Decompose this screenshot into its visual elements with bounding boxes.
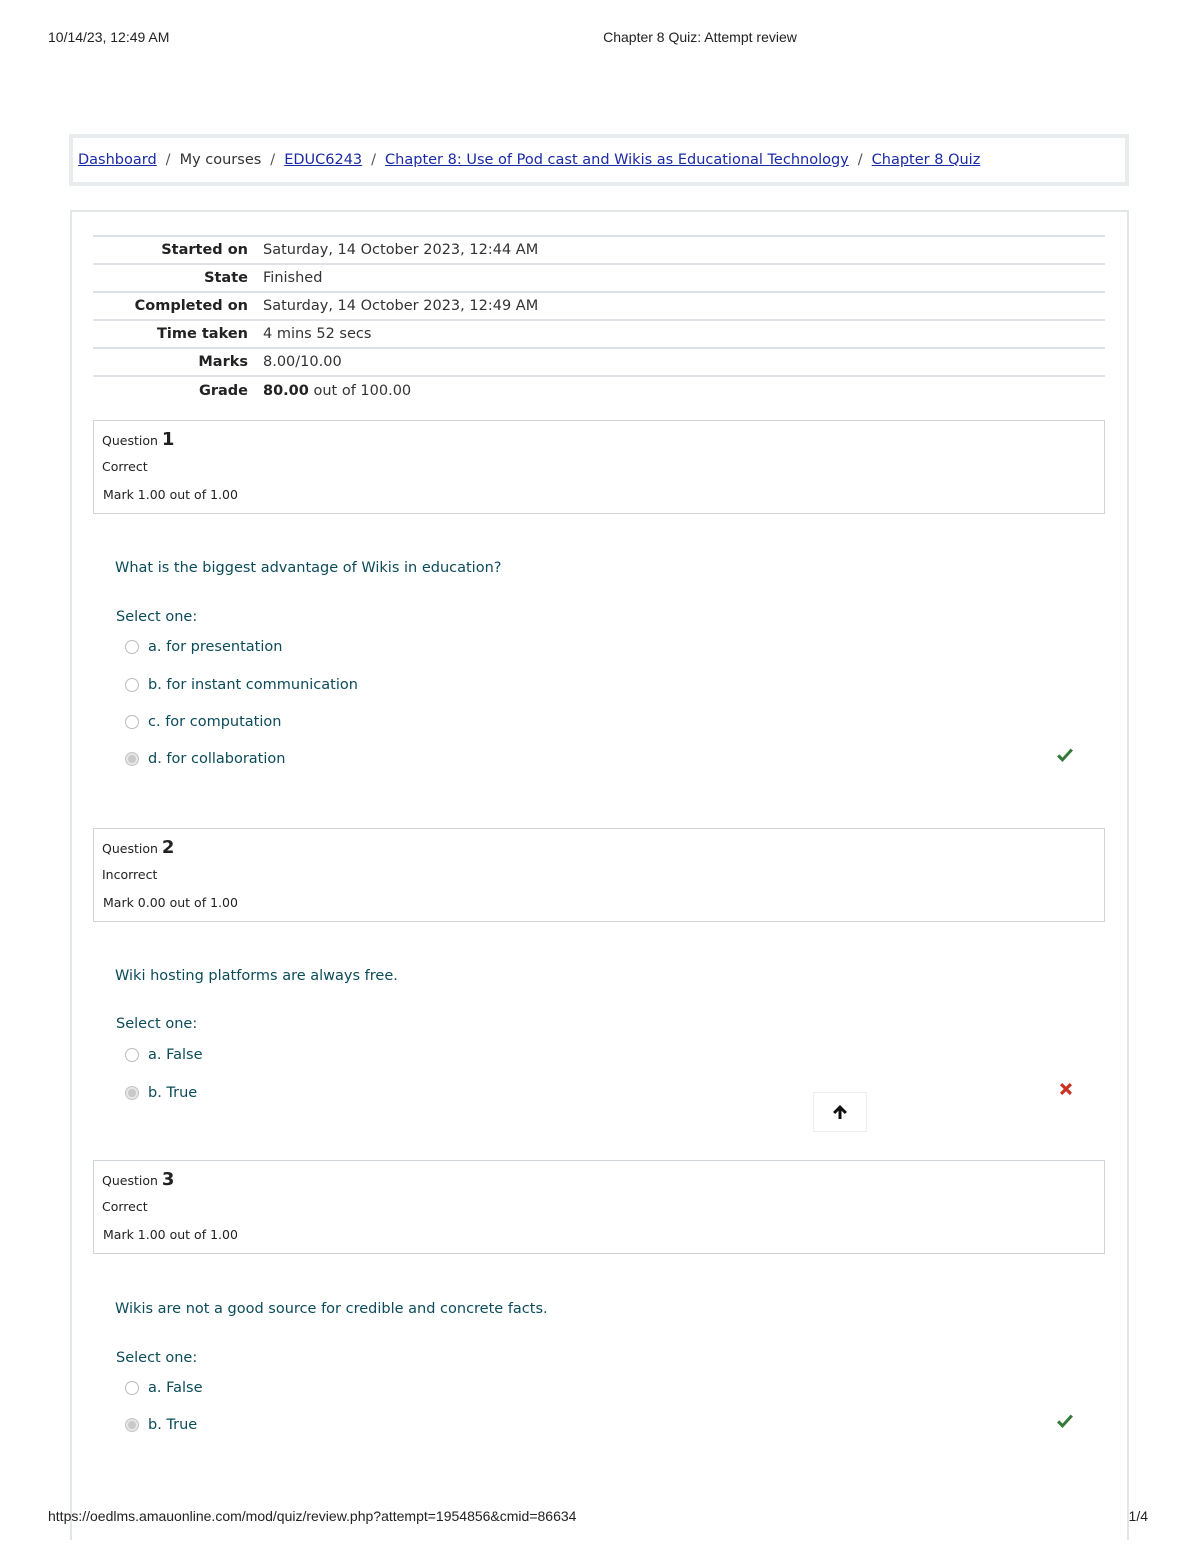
summary-label: Completed on xyxy=(134,298,248,314)
summary-value: Saturday, 14 October 2023, 12:49 AM xyxy=(263,298,539,314)
question-mark: Mark 1.00 out of 1.00 xyxy=(103,487,238,502)
answer-option[interactable]: c. for computation xyxy=(125,712,281,732)
breadcrumb-separator: / xyxy=(371,152,377,168)
radio-button-checked[interactable] xyxy=(125,1418,139,1432)
question-state: Correct xyxy=(102,1199,148,1214)
check-icon xyxy=(1055,1412,1075,1432)
summary-value: 4 mins 52 secs xyxy=(263,326,372,342)
question-number: Question 2 xyxy=(102,837,175,858)
summary-value: 8.00/10.00 xyxy=(263,354,342,370)
summary-label: State xyxy=(204,270,248,286)
breadcrumb xyxy=(78,152,980,168)
cross-icon xyxy=(1056,1079,1076,1099)
summary-label: Grade xyxy=(198,383,248,399)
radio-button[interactable] xyxy=(125,1381,139,1395)
summary-label: Time taken xyxy=(157,326,248,342)
question-number: Question 3 xyxy=(102,1169,175,1190)
radio-button-checked[interactable] xyxy=(125,752,139,766)
print-header xyxy=(0,29,1200,49)
answer-option-selected[interactable]: b. True xyxy=(125,1415,197,1435)
print-footer xyxy=(0,1508,1200,1528)
question-info-2 xyxy=(93,828,1105,922)
radio-button[interactable] xyxy=(125,715,139,729)
print-page-number: 1/4 xyxy=(1128,1508,1148,1524)
summary-value: Saturday, 14 October 2023, 12:44 AM xyxy=(263,242,539,258)
question-mark: Mark 0.00 out of 1.00 xyxy=(103,895,238,910)
answer-option[interactable]: a. False xyxy=(125,1045,203,1065)
question-info-1 xyxy=(93,420,1105,514)
summary-row-started xyxy=(93,237,1105,265)
breadcrumb-my-courses: My courses xyxy=(179,152,262,168)
select-one-prompt: Select one: xyxy=(116,1350,198,1366)
arrow-up-icon xyxy=(831,1103,849,1121)
summary-value xyxy=(248,383,411,399)
question-text-2: Wiki hosting platforms are always free. xyxy=(115,968,398,984)
summary-value: Finished xyxy=(263,270,323,286)
answer-option-selected[interactable]: b. True xyxy=(125,1083,197,1103)
grade-out-of: out of 100.00 xyxy=(308,383,412,399)
answer-option[interactable]: b. for instant communication xyxy=(125,675,358,695)
print-url: https://oedlms.amauonline.com/mod/quiz/review.php?attempt=1954856&cmid=86634 xyxy=(48,1508,577,1524)
breadcrumb-quiz[interactable]: Chapter 8 Quiz xyxy=(871,152,981,168)
print-datetime: 10/14/23, 12:49 AM xyxy=(48,29,170,45)
summary-row-marks xyxy=(93,349,1105,377)
answer-option-selected[interactable]: d. for collaboration xyxy=(125,749,285,769)
attempt-summary-table xyxy=(93,235,1105,405)
select-one-prompt: Select one: xyxy=(116,1016,198,1032)
breadcrumb-course[interactable]: EDUC6243 xyxy=(284,152,363,168)
breadcrumb-separator: / xyxy=(165,152,171,168)
grade-value: 80.00 xyxy=(263,383,309,399)
radio-button[interactable] xyxy=(125,678,139,692)
question-state: Correct xyxy=(102,459,148,474)
question-mark: Mark 1.00 out of 1.00 xyxy=(103,1227,238,1242)
breadcrumb-separator: / xyxy=(857,152,863,168)
breadcrumb-dashboard[interactable]: Dashboard xyxy=(78,152,157,168)
breadcrumb-bar xyxy=(69,134,1129,186)
answer-option[interactable]: a. for presentation xyxy=(125,637,282,657)
radio-button-checked[interactable] xyxy=(125,1086,139,1100)
breadcrumb-section[interactable]: Chapter 8: Use of Pod cast and Wikis as Educational Technology xyxy=(385,152,849,168)
summary-row-state xyxy=(93,265,1105,293)
summary-row-completed xyxy=(93,293,1105,321)
radio-button[interactable] xyxy=(125,1048,139,1062)
select-one-prompt: Select one: xyxy=(116,609,198,625)
question-state: Incorrect xyxy=(102,867,158,882)
breadcrumb-separator: / xyxy=(270,152,276,168)
summary-row-time-taken xyxy=(93,321,1105,349)
question-info-3 xyxy=(93,1160,1105,1254)
summary-label: Started on xyxy=(161,242,248,258)
print-page-title: Chapter 8 Quiz: Attempt review xyxy=(603,29,797,45)
radio-button[interactable] xyxy=(125,640,139,654)
question-text-3: Wikis are not a good source for credible and concrete facts. xyxy=(115,1301,548,1317)
check-icon xyxy=(1055,746,1075,766)
answer-option[interactable]: a. False xyxy=(125,1378,203,1398)
summary-row-grade xyxy=(93,377,1105,405)
question-number: Question 1 xyxy=(102,429,175,450)
summary-label: Marks xyxy=(198,354,248,370)
question-text-1: What is the biggest advantage of Wikis in education? xyxy=(115,560,502,576)
back-to-top-button[interactable] xyxy=(813,1092,867,1132)
